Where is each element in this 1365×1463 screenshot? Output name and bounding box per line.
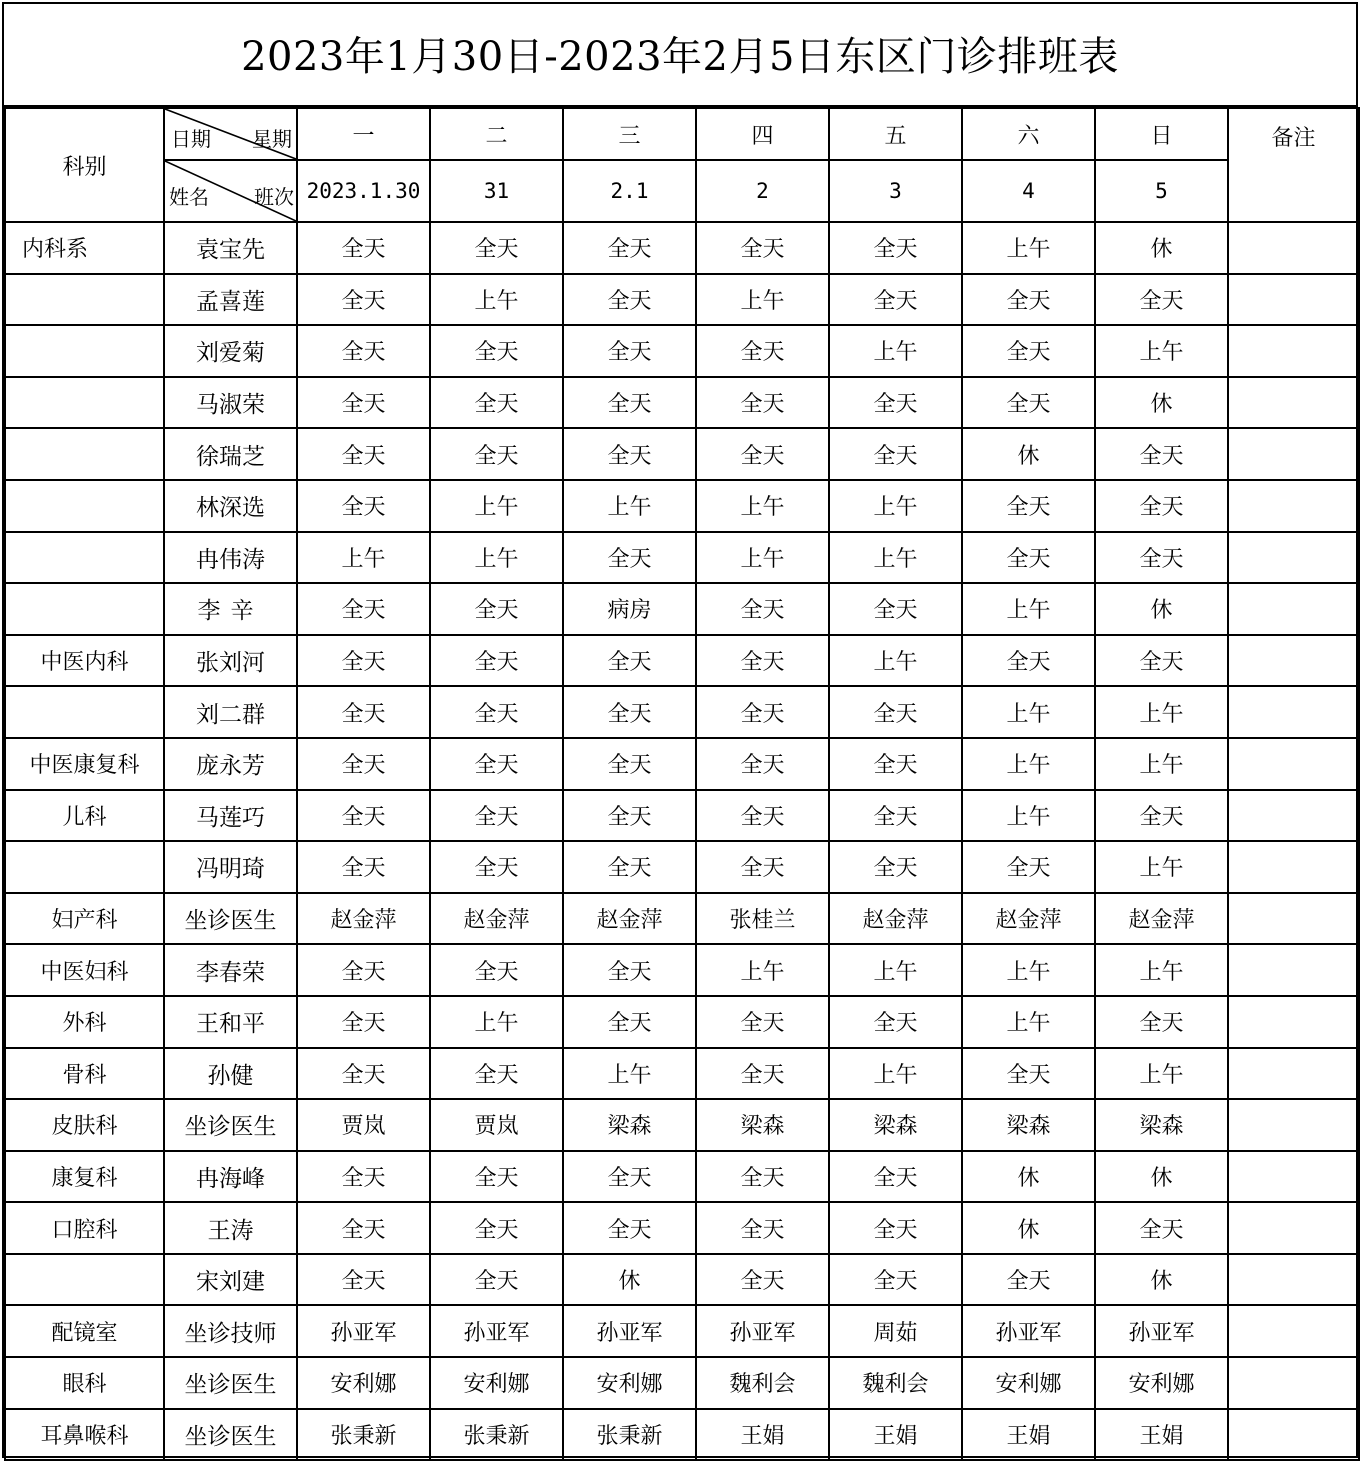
remarks-cell bbox=[1228, 1099, 1359, 1151]
shift-cell: 上午 bbox=[563, 1048, 696, 1100]
shift-cell: 孙亚军 bbox=[962, 1305, 1095, 1357]
shift-cell: 全天 bbox=[297, 428, 430, 480]
shift-cell: 全天 bbox=[962, 635, 1095, 687]
table-row bbox=[5, 790, 1359, 842]
name-cell: 张刘河 bbox=[164, 635, 297, 687]
weekday-header: 三 bbox=[563, 108, 696, 160]
shift-cell: 上午 bbox=[829, 1048, 962, 1100]
shift-cell: 上午 bbox=[696, 480, 829, 532]
shift-cell: 全天 bbox=[430, 1254, 563, 1306]
shift-cell: 全天 bbox=[563, 377, 696, 429]
table-row bbox=[5, 1099, 1359, 1151]
shift-cell: 上午 bbox=[297, 532, 430, 584]
date-header: 31 bbox=[430, 160, 563, 222]
table-row bbox=[5, 635, 1359, 687]
shift-cell: 全天 bbox=[563, 996, 696, 1048]
name-cell: 马淑荣 bbox=[164, 377, 297, 429]
shift-cell: 全天 bbox=[962, 1048, 1095, 1100]
shift-cell: 上午 bbox=[829, 532, 962, 584]
page-title: 2023年1月30日-2023年2月5日东区门诊排班表 bbox=[4, 4, 1356, 107]
shift-cell: 赵金萍 bbox=[829, 893, 962, 945]
name-cell: 马莲巧 bbox=[164, 790, 297, 842]
shift-cell: 全天 bbox=[297, 738, 430, 790]
table-row bbox=[5, 532, 1359, 584]
shift-cell: 全天 bbox=[563, 274, 696, 326]
shift-cell: 上午 bbox=[1095, 738, 1228, 790]
table-row bbox=[5, 274, 1359, 326]
dept-cell: 中医康复科 bbox=[5, 738, 164, 790]
weekday-header: 五 bbox=[829, 108, 962, 160]
name-cell: 林深选 bbox=[164, 480, 297, 532]
shift-cell: 全天 bbox=[1095, 532, 1228, 584]
shift-cell: 全天 bbox=[696, 996, 829, 1048]
shift-cell: 全天 bbox=[297, 480, 430, 532]
diag-header-bottom bbox=[164, 160, 297, 222]
weekday-header: 一 bbox=[297, 108, 430, 160]
table-row bbox=[5, 1409, 1359, 1461]
shift-cell: 全天 bbox=[1095, 480, 1228, 532]
shift-cell: 赵金萍 bbox=[563, 893, 696, 945]
shift-cell: 全天 bbox=[696, 790, 829, 842]
remarks-cell bbox=[1228, 893, 1359, 945]
table-row bbox=[5, 1305, 1359, 1357]
dept-cell: 外科 bbox=[5, 996, 164, 1048]
remarks-cell bbox=[1228, 480, 1359, 532]
shift-cell: 休 bbox=[1095, 583, 1228, 635]
date-header: 5 bbox=[1095, 160, 1228, 222]
table-row bbox=[5, 686, 1359, 738]
remarks-cell bbox=[1228, 1254, 1359, 1306]
diag-name-label: 姓名 bbox=[169, 185, 209, 209]
remarks-cell bbox=[1228, 996, 1359, 1048]
shift-cell: 魏利会 bbox=[829, 1357, 962, 1409]
shift-cell: 全天 bbox=[696, 738, 829, 790]
shift-cell: 上午 bbox=[696, 274, 829, 326]
schedule-table bbox=[4, 107, 1360, 1461]
shift-cell: 全天 bbox=[829, 790, 962, 842]
remarks-cell bbox=[1228, 738, 1359, 790]
shift-cell: 全天 bbox=[829, 1254, 962, 1306]
shift-cell: 全天 bbox=[430, 1202, 563, 1254]
table-row bbox=[5, 377, 1359, 429]
shift-cell: 全天 bbox=[297, 274, 430, 326]
shift-cell: 上午 bbox=[1095, 1048, 1228, 1100]
shift-cell: 上午 bbox=[430, 480, 563, 532]
shift-cell: 全天 bbox=[297, 944, 430, 996]
name-cell: 李春荣 bbox=[164, 944, 297, 996]
shift-cell: 上午 bbox=[696, 532, 829, 584]
schedule-sheet bbox=[2, 2, 1358, 1458]
remarks-cell bbox=[1228, 1409, 1359, 1461]
shift-cell: 王娟 bbox=[962, 1409, 1095, 1461]
shift-cell: 上午 bbox=[829, 635, 962, 687]
date-header: 4 bbox=[962, 160, 1095, 222]
shift-cell: 周茹 bbox=[829, 1305, 962, 1357]
shift-cell: 全天 bbox=[829, 686, 962, 738]
shift-cell: 上午 bbox=[829, 480, 962, 532]
shift-cell: 全天 bbox=[297, 377, 430, 429]
diag-date-label: 日期 bbox=[171, 127, 211, 151]
table-row bbox=[5, 893, 1359, 945]
shift-cell: 全天 bbox=[696, 1048, 829, 1100]
table-row bbox=[5, 841, 1359, 893]
shift-cell: 上午 bbox=[563, 480, 696, 532]
shift-cell: 赵金萍 bbox=[430, 893, 563, 945]
shift-cell: 休 bbox=[962, 1202, 1095, 1254]
shift-cell: 全天 bbox=[696, 1202, 829, 1254]
remarks-cell bbox=[1228, 532, 1359, 584]
table-row bbox=[5, 996, 1359, 1048]
table-row bbox=[5, 1254, 1359, 1306]
remarks-cell bbox=[1228, 1357, 1359, 1409]
shift-cell: 全天 bbox=[430, 686, 563, 738]
shift-cell: 全天 bbox=[430, 1048, 563, 1100]
shift-cell: 全天 bbox=[696, 583, 829, 635]
shift-cell: 张秉新 bbox=[297, 1409, 430, 1461]
shift-cell: 全天 bbox=[430, 841, 563, 893]
remarks-cell bbox=[1228, 1151, 1359, 1203]
shift-cell: 休 bbox=[563, 1254, 696, 1306]
shift-cell: 全天 bbox=[297, 1254, 430, 1306]
shift-cell: 赵金萍 bbox=[297, 893, 430, 945]
table-row bbox=[5, 583, 1359, 635]
dept-cell: 内科系 bbox=[5, 222, 164, 274]
shift-cell: 全天 bbox=[563, 841, 696, 893]
table-row bbox=[5, 1357, 1359, 1409]
shift-cell: 安利娜 bbox=[563, 1357, 696, 1409]
remarks-cell bbox=[1228, 686, 1359, 738]
shift-cell: 孙亚军 bbox=[696, 1305, 829, 1357]
shift-cell: 上午 bbox=[430, 532, 563, 584]
shift-cell: 张桂兰 bbox=[696, 893, 829, 945]
shift-cell: 全天 bbox=[430, 738, 563, 790]
shift-cell: 上午 bbox=[696, 944, 829, 996]
name-cell: 坐诊医生 bbox=[164, 1409, 297, 1461]
dept-cell: 骨科 bbox=[5, 1048, 164, 1100]
table-row bbox=[5, 1202, 1359, 1254]
name-cell: 王和平 bbox=[164, 996, 297, 1048]
shift-cell: 全天 bbox=[1095, 635, 1228, 687]
shift-cell: 全天 bbox=[297, 325, 430, 377]
dept-cell bbox=[5, 377, 164, 429]
shift-cell: 休 bbox=[1095, 222, 1228, 274]
shift-cell: 全天 bbox=[430, 1151, 563, 1203]
weekday-header: 六 bbox=[962, 108, 1095, 160]
shift-cell: 全天 bbox=[1095, 790, 1228, 842]
shift-cell: 梁森 bbox=[829, 1099, 962, 1151]
table-row bbox=[5, 944, 1359, 996]
shift-cell: 梁森 bbox=[1095, 1099, 1228, 1151]
shift-cell: 上午 bbox=[430, 274, 563, 326]
dept-cell: 康复科 bbox=[5, 1151, 164, 1203]
shift-cell: 魏利会 bbox=[696, 1357, 829, 1409]
shift-cell: 上午 bbox=[829, 325, 962, 377]
dept-cell bbox=[5, 325, 164, 377]
name-cell: 王涛 bbox=[164, 1202, 297, 1254]
shift-cell: 上午 bbox=[962, 738, 1095, 790]
name-cell: 孟喜莲 bbox=[164, 274, 297, 326]
shift-cell: 全天 bbox=[563, 790, 696, 842]
shift-cell: 全天 bbox=[430, 325, 563, 377]
shift-cell: 赵金萍 bbox=[1095, 893, 1228, 945]
name-cell: 冉海峰 bbox=[164, 1151, 297, 1203]
shift-cell: 休 bbox=[1095, 1151, 1228, 1203]
remarks-cell bbox=[1228, 274, 1359, 326]
table-row bbox=[5, 738, 1359, 790]
dept-cell bbox=[5, 686, 164, 738]
table-row bbox=[5, 428, 1359, 480]
shift-cell: 全天 bbox=[563, 222, 696, 274]
shift-cell: 上午 bbox=[962, 222, 1095, 274]
shift-cell: 张秉新 bbox=[563, 1409, 696, 1461]
shift-cell: 休 bbox=[962, 428, 1095, 480]
shift-cell: 全天 bbox=[696, 222, 829, 274]
shift-cell: 全天 bbox=[696, 1254, 829, 1306]
shift-cell: 全天 bbox=[563, 532, 696, 584]
diag-shift-label: 班次 bbox=[254, 185, 294, 209]
shift-cell: 全天 bbox=[829, 222, 962, 274]
shift-cell: 病房 bbox=[563, 583, 696, 635]
dept-cell: 妇产科 bbox=[5, 893, 164, 945]
shift-cell: 全天 bbox=[563, 635, 696, 687]
shift-cell: 赵金萍 bbox=[962, 893, 1095, 945]
shift-cell: 全天 bbox=[696, 1151, 829, 1203]
header-row-date bbox=[5, 160, 1359, 222]
weekday-header: 日 bbox=[1095, 108, 1228, 160]
shift-cell: 上午 bbox=[962, 686, 1095, 738]
shift-cell: 全天 bbox=[962, 1254, 1095, 1306]
shift-cell: 全天 bbox=[297, 841, 430, 893]
shift-cell: 全天 bbox=[1095, 1202, 1228, 1254]
name-cell: 坐诊医生 bbox=[164, 893, 297, 945]
shift-cell: 梁森 bbox=[696, 1099, 829, 1151]
diag-weekday-label: 星期 bbox=[252, 127, 292, 151]
shift-cell: 全天 bbox=[563, 1202, 696, 1254]
shift-cell: 全天 bbox=[563, 428, 696, 480]
shift-cell: 全天 bbox=[297, 996, 430, 1048]
table-row bbox=[5, 480, 1359, 532]
dept-cell bbox=[5, 1254, 164, 1306]
name-cell: 李辛 bbox=[164, 583, 297, 635]
remarks-cell bbox=[1228, 325, 1359, 377]
name-cell: 刘二群 bbox=[164, 686, 297, 738]
name-cell: 袁宝先 bbox=[164, 222, 297, 274]
dept-cell bbox=[5, 583, 164, 635]
shift-cell: 全天 bbox=[1095, 996, 1228, 1048]
name-cell: 刘爱菊 bbox=[164, 325, 297, 377]
shift-cell: 全天 bbox=[297, 583, 430, 635]
name-cell: 宋刘建 bbox=[164, 1254, 297, 1306]
shift-cell: 孙亚军 bbox=[297, 1305, 430, 1357]
shift-cell: 全天 bbox=[962, 325, 1095, 377]
shift-cell: 王娟 bbox=[829, 1409, 962, 1461]
date-header: 3 bbox=[829, 160, 962, 222]
shift-cell: 上午 bbox=[1095, 325, 1228, 377]
remarks-cell bbox=[1228, 944, 1359, 996]
remarks-cell bbox=[1228, 790, 1359, 842]
shift-cell: 全天 bbox=[962, 274, 1095, 326]
shift-cell: 上午 bbox=[1095, 944, 1228, 996]
shift-cell: 全天 bbox=[1095, 274, 1228, 326]
shift-cell: 全天 bbox=[829, 1151, 962, 1203]
shift-cell: 全天 bbox=[696, 635, 829, 687]
shift-cell: 全天 bbox=[829, 1202, 962, 1254]
shift-cell: 上午 bbox=[962, 583, 1095, 635]
table-row bbox=[5, 1048, 1359, 1100]
dept-cell: 口腔科 bbox=[5, 1202, 164, 1254]
shift-cell: 安利娜 bbox=[430, 1357, 563, 1409]
shift-cell: 休 bbox=[962, 1151, 1095, 1203]
shift-cell: 全天 bbox=[829, 996, 962, 1048]
shift-cell: 全天 bbox=[829, 377, 962, 429]
table-row bbox=[5, 1151, 1359, 1203]
remarks-cell bbox=[1228, 1202, 1359, 1254]
shift-cell: 全天 bbox=[430, 635, 563, 687]
remarks-cell bbox=[1228, 841, 1359, 893]
shift-cell: 贾岚 bbox=[430, 1099, 563, 1151]
name-cell: 坐诊技师 bbox=[164, 1305, 297, 1357]
name-cell: 冉伟涛 bbox=[164, 532, 297, 584]
shift-cell: 全天 bbox=[297, 790, 430, 842]
dept-cell bbox=[5, 428, 164, 480]
shift-cell: 全天 bbox=[297, 222, 430, 274]
remarks-header: 备注 bbox=[1228, 108, 1359, 222]
remarks-cell bbox=[1228, 222, 1359, 274]
shift-cell: 全天 bbox=[829, 841, 962, 893]
shift-cell: 全天 bbox=[563, 325, 696, 377]
dept-cell: 眼科 bbox=[5, 1357, 164, 1409]
name-cell: 坐诊医生 bbox=[164, 1099, 297, 1151]
remarks-cell bbox=[1228, 1048, 1359, 1100]
shift-cell: 全天 bbox=[962, 377, 1095, 429]
dept-cell bbox=[5, 480, 164, 532]
remarks-cell bbox=[1228, 428, 1359, 480]
dept-cell: 中医内科 bbox=[5, 635, 164, 687]
shift-cell: 全天 bbox=[297, 1048, 430, 1100]
shift-cell: 全天 bbox=[430, 428, 563, 480]
dept-cell bbox=[5, 841, 164, 893]
shift-cell: 上午 bbox=[962, 790, 1095, 842]
dept-header: 科别 bbox=[5, 108, 164, 222]
shift-cell: 全天 bbox=[563, 686, 696, 738]
shift-cell: 全天 bbox=[430, 222, 563, 274]
shift-cell: 全天 bbox=[696, 841, 829, 893]
shift-cell: 全天 bbox=[563, 738, 696, 790]
header-row-weekday bbox=[5, 108, 1359, 160]
shift-cell: 全天 bbox=[696, 428, 829, 480]
shift-cell: 贾岚 bbox=[297, 1099, 430, 1151]
name-cell: 庞永芳 bbox=[164, 738, 297, 790]
shift-cell: 全天 bbox=[1095, 428, 1228, 480]
dept-cell: 皮肤科 bbox=[5, 1099, 164, 1151]
name-cell: 徐瑞芝 bbox=[164, 428, 297, 480]
shift-cell: 梁森 bbox=[563, 1099, 696, 1151]
shift-cell: 全天 bbox=[962, 480, 1095, 532]
shift-cell: 全天 bbox=[297, 1202, 430, 1254]
shift-cell: 孙亚军 bbox=[1095, 1305, 1228, 1357]
shift-cell: 全天 bbox=[962, 841, 1095, 893]
shift-cell: 全天 bbox=[696, 377, 829, 429]
shift-cell: 上午 bbox=[829, 944, 962, 996]
remarks-cell bbox=[1228, 635, 1359, 687]
shift-cell: 安利娜 bbox=[962, 1357, 1095, 1409]
shift-cell: 安利娜 bbox=[1095, 1357, 1228, 1409]
shift-cell: 全天 bbox=[962, 532, 1095, 584]
date-header: 2.1 bbox=[563, 160, 696, 222]
shift-cell: 全天 bbox=[696, 686, 829, 738]
shift-cell: 全天 bbox=[829, 428, 962, 480]
shift-cell: 全天 bbox=[829, 583, 962, 635]
remarks-cell bbox=[1228, 583, 1359, 635]
table-row bbox=[5, 222, 1359, 274]
dept-cell: 配镜室 bbox=[5, 1305, 164, 1357]
diag-header-top bbox=[164, 108, 297, 160]
shift-cell: 上午 bbox=[1095, 841, 1228, 893]
shift-cell: 全天 bbox=[829, 738, 962, 790]
shift-cell: 上午 bbox=[962, 944, 1095, 996]
shift-cell: 全天 bbox=[829, 274, 962, 326]
shift-cell: 上午 bbox=[962, 996, 1095, 1048]
shift-cell: 全天 bbox=[696, 325, 829, 377]
shift-cell: 王娟 bbox=[1095, 1409, 1228, 1461]
shift-cell: 全天 bbox=[430, 790, 563, 842]
shift-cell: 孙亚军 bbox=[563, 1305, 696, 1357]
dept-cell bbox=[5, 532, 164, 584]
table-row bbox=[5, 325, 1359, 377]
shift-cell: 全天 bbox=[430, 583, 563, 635]
shift-cell: 王娟 bbox=[696, 1409, 829, 1461]
shift-cell: 全天 bbox=[563, 944, 696, 996]
shift-cell: 上午 bbox=[1095, 686, 1228, 738]
dept-cell bbox=[5, 274, 164, 326]
shift-cell: 孙亚军 bbox=[430, 1305, 563, 1357]
shift-cell: 全天 bbox=[430, 944, 563, 996]
shift-cell: 休 bbox=[1095, 377, 1228, 429]
remarks-cell bbox=[1228, 1305, 1359, 1357]
remarks-cell bbox=[1228, 377, 1359, 429]
date-header: 2 bbox=[696, 160, 829, 222]
dept-cell: 耳鼻喉科 bbox=[5, 1409, 164, 1461]
shift-cell: 休 bbox=[1095, 1254, 1228, 1306]
weekday-header: 四 bbox=[696, 108, 829, 160]
shift-cell: 上午 bbox=[430, 996, 563, 1048]
weekday-header: 二 bbox=[430, 108, 563, 160]
shift-cell: 全天 bbox=[297, 1151, 430, 1203]
shift-cell: 全天 bbox=[297, 686, 430, 738]
shift-cell: 全天 bbox=[297, 635, 430, 687]
dept-cell: 儿科 bbox=[5, 790, 164, 842]
shift-cell: 全天 bbox=[430, 377, 563, 429]
date-header: 2023.1.30 bbox=[297, 160, 430, 222]
name-cell: 冯明琦 bbox=[164, 841, 297, 893]
name-cell: 坐诊医生 bbox=[164, 1357, 297, 1409]
dept-cell: 中医妇科 bbox=[5, 944, 164, 996]
shift-cell: 安利娜 bbox=[297, 1357, 430, 1409]
name-cell: 孙健 bbox=[164, 1048, 297, 1100]
shift-cell: 张秉新 bbox=[430, 1409, 563, 1461]
shift-cell: 梁森 bbox=[962, 1099, 1095, 1151]
shift-cell: 全天 bbox=[563, 1151, 696, 1203]
